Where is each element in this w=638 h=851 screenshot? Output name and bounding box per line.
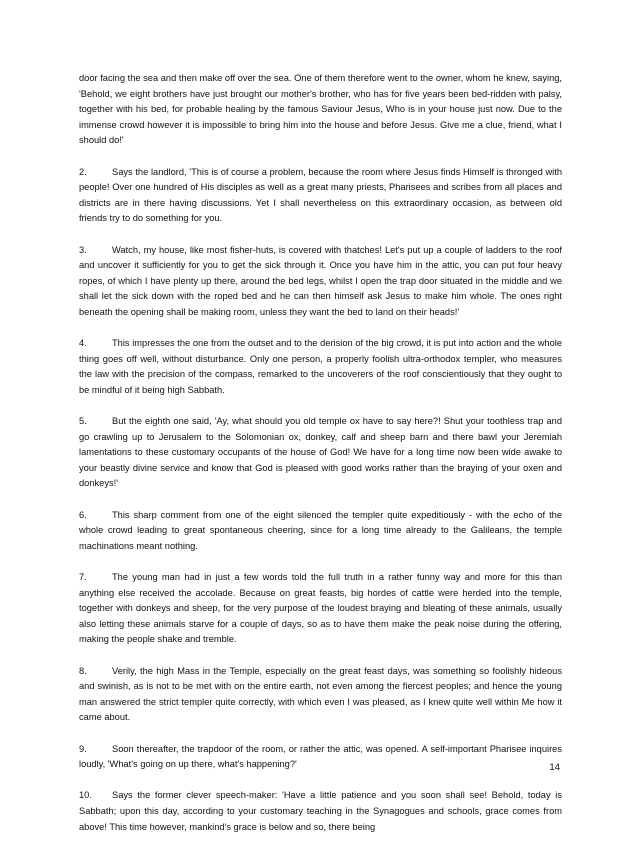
paragraph-3 bbox=[79, 243, 562, 321]
paragraph-text: Soon thereafter, the trapdoor of the room, or rather the attic, was opened. A self-important Pharisee inquires loudly, 'What's going on up there, what's happening?' bbox=[79, 743, 562, 770]
page-body bbox=[79, 71, 562, 851]
paragraph-text: The young man had in just a few words told the full truth in a rather funny way and more for this than anything else received the accolade. Because on great feasts, big hordes of cattle were herded into the temple, together with donkeys and sheep, for the very purpose of the loudest braying and bleating of these animals, usually also letting these animals starve for a couple of days, so as to have them make the peak noise during the offering, making the people shake and tremble. bbox=[79, 572, 562, 645]
paragraph-2 bbox=[79, 165, 562, 227]
paragraph-5 bbox=[79, 414, 562, 492]
paragraph-number: 8. bbox=[79, 665, 87, 676]
paragraph-7 bbox=[79, 570, 562, 648]
paragraph-text: This sharp comment from one of the eight silenced the templer quite expeditiously - with the echo of the whole crowd leading to great spontaneous cheering, since for a long time already to the Galileans, the temple machinations meant nothing. bbox=[79, 509, 562, 551]
paragraph-text: But the eighth one said, 'Ay, what should you old temple ox have to say here?! Shut your toothless trap and go crawling up to Jerusalem to the Solomonian ox, donkey, calf and sheep barn and there bawl your Jeremiah lamentations to these customary occupants of the house of God! We have for a long time now been wide awake to your beastly divine service and know that God is pleased with good works rather than the braying of your oxen and donkeys!' bbox=[79, 416, 562, 489]
page-number: 14 bbox=[549, 762, 560, 773]
intro-paragraph: door facing the sea and then make off over the sea. One of them therefore went to the owner, whom he knew, saying, 'Behold, we eight brothers have just brought our mother's brother, who has for five years been bed-ridden with palsy, together with his bed, for probable healing by the famous Saviour Jesus, Who is in your house just now. Due to the immense crowd however it is impossible to bring him into the house and before Jesus. Give me a clue, friend, what I should do!' bbox=[79, 73, 562, 146]
paragraph-text: Watch, my house, like most fisher-huts, is covered with thatches! Let's put up a couple of ladders to the roof and uncover it sufficiently for you to get the sick through it. Once you have him in the attic, you can put four heavy ropes, of which I have plenty up there, around the bed legs, whilst I open the trap door situated in the middle and we shall let the sick down with the roped bed and he can then himself ask Jesus to make him whole. The ones right beneath the opening shall be making room, unless they want the bed to land on their heads!' bbox=[79, 244, 562, 317]
paragraph-text: This impresses the one from the outset and to the derision of the big crowd, it is put into action and the whole thing goes off well, without disturbance. Only one person, a properly foolish ultra-orthodox templer, who measures the law with the precision of the compass, remarked to the uncoverers of the roof conscientiously that they ought to be mindful of it being high Sabbath. bbox=[79, 338, 562, 395]
paragraph-number: 6. bbox=[79, 509, 87, 520]
paragraph-number: 7. bbox=[79, 572, 87, 582]
paragraph-number: 3. bbox=[79, 244, 87, 255]
paragraph-text: Says the former clever speech-maker: 'Have a little patience and you soon shall see! Behold, today is Sabbath; upon this day, according to your customary teaching in the Synagogues and schools, grace comes from above! This time however, mankind's grace is below and so, there being bbox=[79, 790, 562, 832]
paragraph-number: 10. bbox=[79, 790, 92, 801]
paragraph-text: Verily, the high Mass in the Temple, especially on the great feast days, was something so foolishly hideous and swinish, as is not to be met with on the entire earth, not even among the fiercest peoples; and hence the young man answered the strict templer quite correctly, with which even I was pleased, as I knew quite well within Me how it came about. bbox=[79, 665, 562, 723]
paragraph-9 bbox=[79, 742, 562, 773]
paragraph-number: 2. bbox=[79, 166, 87, 177]
paragraph-6 bbox=[79, 508, 562, 555]
paragraph-4 bbox=[79, 336, 562, 398]
paragraph-number: 5. bbox=[79, 416, 87, 427]
paragraph-text: Says the landlord, 'This is of course a problem, because the room where Jesus finds Himself is thronged with people! Over one hundred of His disciples as well as a great many priests, Pharisees and scribes from all places and districts are in there having discussions. Yet I shall nevertheless on this extraordinary occasion, as between old friends try to do something for you. bbox=[79, 166, 562, 224]
paragraph-10 bbox=[79, 788, 562, 835]
paragraph-number: 4. bbox=[79, 338, 87, 349]
paragraph-number: 9. bbox=[79, 743, 87, 754]
paragraph-8 bbox=[79, 664, 562, 726]
